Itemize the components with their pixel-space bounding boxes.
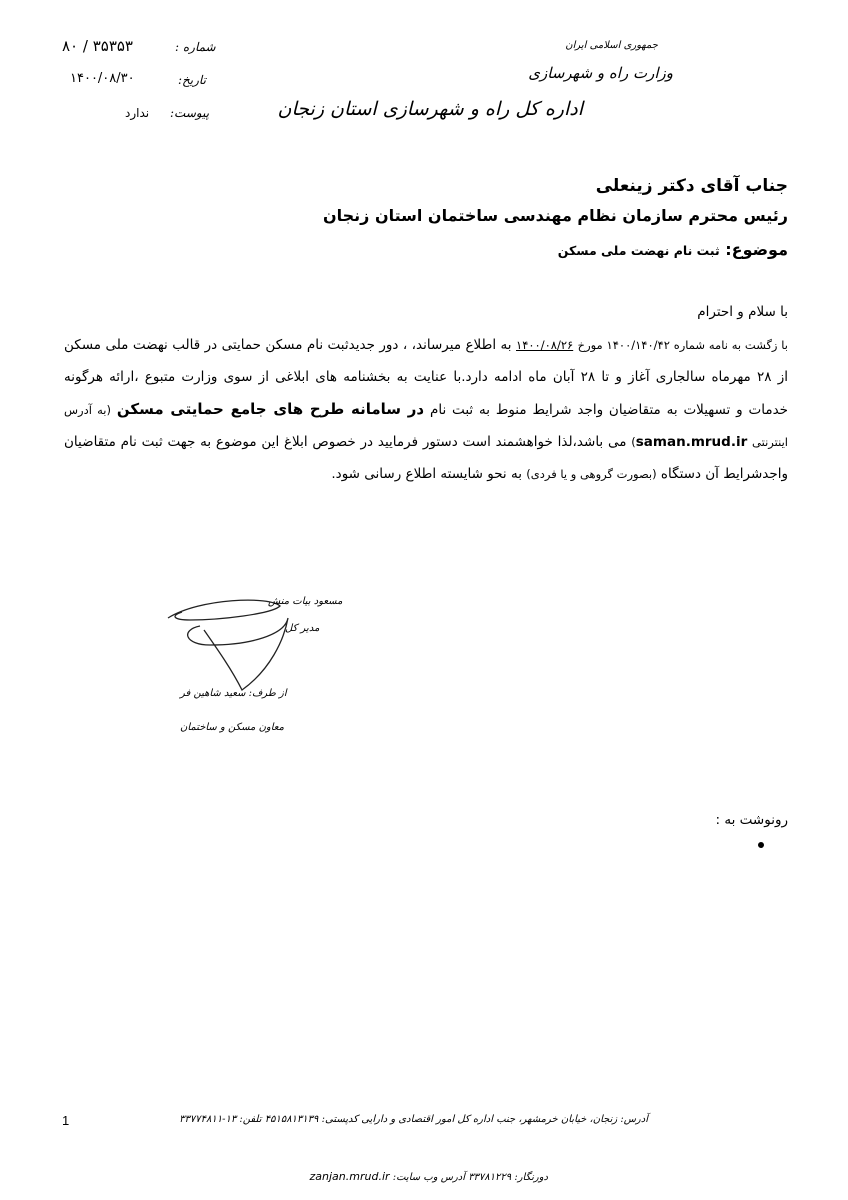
body-note: (بصورت گروهی و یا فردی) [526,467,657,481]
body-text-3: به نحو شایسته اطلاع رسانی شود. [331,466,522,482]
body-text-2: می باشد،لذا خواهشمند است دستور فرمایید در خصوص ابلاغ این موضوع به جهت ثبت نام متقاضیان واجدشرایط آن دستگاه [64,434,788,482]
letter-number: ۸۰ / ۳۵۳۵۳ [62,37,133,55]
footer-website[interactable]: zanjan.mrud.ir [309,1170,390,1183]
body-ref: با زگشت به نامه شماره ۱۴۰۰/۱۴۰/۴۲ مورخ [577,338,789,352]
number-label: شماره : [175,40,216,54]
cc-bullet [758,842,764,848]
page-number: 1 [62,1113,70,1128]
directorate-title: اداره کل راه و شهرسازی استان زنجان [277,98,583,120]
addressee-position: رئیس محترم سازمان نظام مهندسی ساختمان استان زنجان [322,206,788,225]
attachment-value: ندارد [125,106,150,120]
letter-body [64,329,788,490]
subject-line [558,240,788,259]
letter-date: ۱۴۰۰/۰۸/۳۰ [70,71,135,86]
behalf-line: از طرف: سعید شاهین فر [180,688,287,699]
body-address-intro: (به آدرس اینترنتی [64,403,788,449]
footer-website-label: آدرس وب سایت: [392,1172,465,1183]
footer-address: آدرس: زنجان، خیابان خرمشهر، جنب اداره کل امور اقتصادی و دارایی کدپستی: ۴۵۱۵۸۱۳۱۳۹ تلفن: ۱۳-۳۳۷۷۴۸۱۱ [179,1114,648,1125]
footer-contact [310,1170,548,1183]
cc-label: رونوشت به : [715,812,788,828]
attachment-label: پیوست: [170,106,210,120]
body-text-1: به اطلاع میرساند، ، دور جدیدثبت نام مسکن حمایتی در قالب نهضت ملی مسکن از ۲۸ مهرماه سالجاری آغاز و تا ۲۸ آبان ماه ادامه دارد.با عنایت به بخشنامه های ابلاغی از سوی وزارت متبوع ،ارائه هرگونه خدمات و تسهیلات به متقاضیان واجد شرایط منوط به ثبت نام [64,337,789,418]
ministry-title: وزارت راه و شهرسازی [528,64,673,82]
subject-value: ثبت نام نهضت ملی مسکن [557,243,720,258]
body-ref-date: ۱۴۰۰/۰۸/۲۶ [516,338,574,352]
body-website: saman.mrud.ir [635,434,748,450]
republic-title: جمهوری اسلامی ایران [565,40,658,51]
subject-label: موضوع: [725,240,788,259]
deputy-title: معاون مسکن و ساختمان [180,722,284,733]
signer-name: مسعود بیات منش [268,596,343,607]
date-label: تاریخ: [178,73,206,87]
body-system-name: در سامانه طرح های جامع حمایتی مسکن [116,400,425,418]
signer-title: مدیر کل [285,623,320,634]
body-paren: ) [631,435,636,449]
footer-fax: دورنگار: ۳۳۷۸۱۲۲۹ [468,1172,548,1183]
greeting: با سلام و احترام [697,304,788,320]
addressee-name: جناب آقای دکتر زینعلی [595,176,788,196]
